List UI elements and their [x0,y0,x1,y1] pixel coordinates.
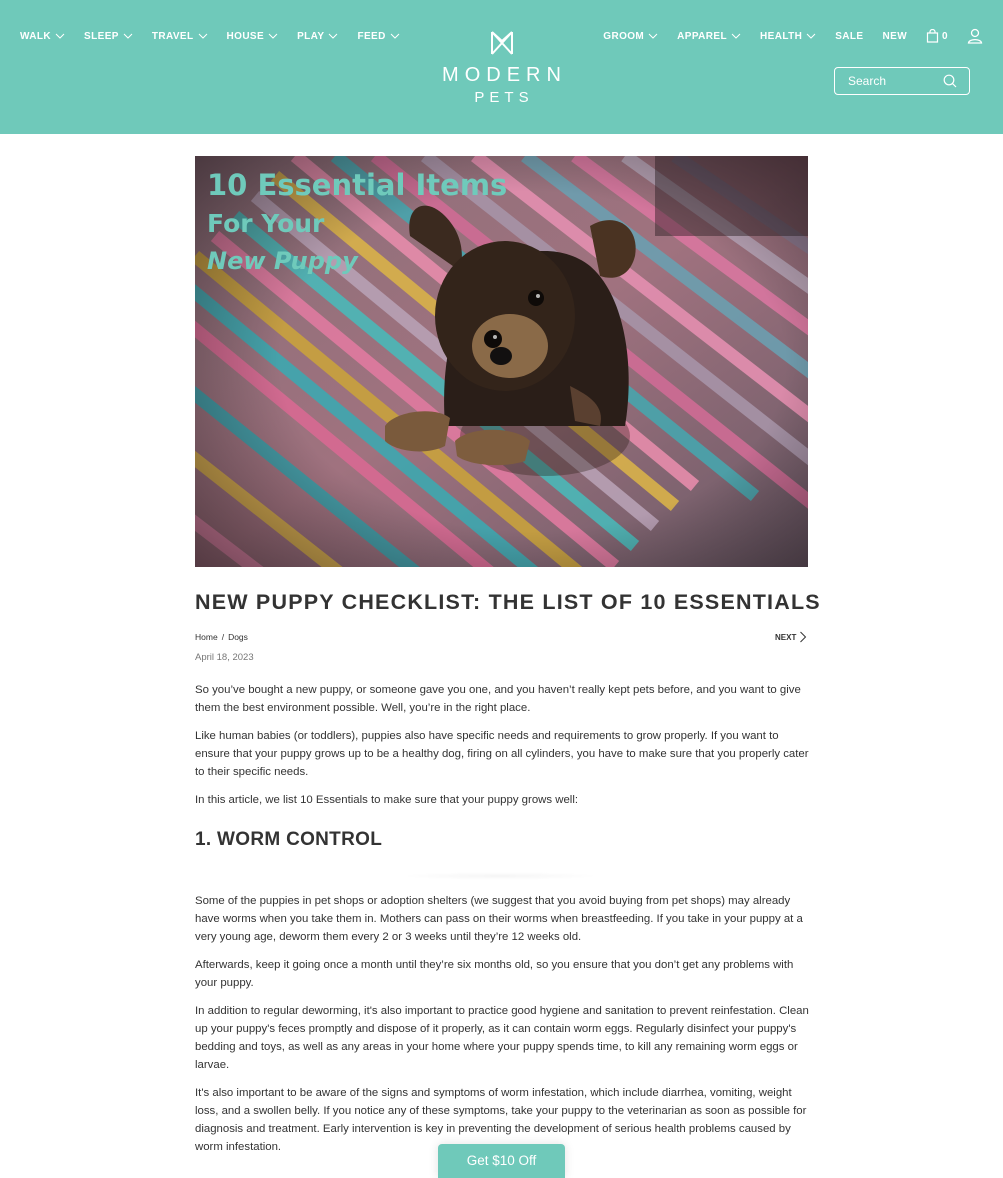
breadcrumb-dogs[interactable]: Dogs [228,632,248,642]
next-label: NEXT [775,632,797,642]
chevron-down-icon [731,32,741,40]
search-box[interactable] [834,67,970,95]
nav-item-walk[interactable] [20,28,65,44]
article-paragraph: In addition to regular deworming, it's also important to practice good hygiene and sanitation to prevent reinfestation. Clean up your puppy's feces promptly and dispose of it properly, as it can contain worm eggs. Regularly disinfect your puppy's bedding and toys, as well as any areas in your home where your puppy spends time, to kill any remaining worm eggs or larvae. [195,1005,809,1071]
search-input[interactable] [848,74,938,88]
chevron-down-icon [123,32,133,40]
site-logo[interactable] [420,30,583,106]
nav-item-feed[interactable] [357,28,399,44]
article-title: NEW PUPPY CHECKLIST: THE LIST OF 10 ESSENTIALS [195,590,821,614]
nav-item-label: FEED [357,30,386,42]
nav-right [584,28,983,44]
hero-line-1: 10 Essential Items [207,168,508,202]
hero-line-2: For Your [207,209,325,238]
article-paragraph: Some of the puppies in pet shops or adoption shelters (we suggest that you avoid buying from pet shops) may already have worms when you take them in. Mothers can pass on their worms when breastfeeding. If you take in your puppy at a very young age, deworm them every 2 or 3 weeks until they’re 12 weeks old. [195,895,803,943]
nav-item-label: NEW [882,30,908,42]
nav-item-sale[interactable] [835,28,863,44]
cart-button[interactable] [926,28,948,44]
nav-item-label: SLEEP [84,30,119,42]
nav-item-label: GROOM [603,30,645,42]
nav-item-label: SALE [835,30,864,42]
nav-item-label: HOUSE [226,30,265,42]
chevron-down-icon [198,32,208,40]
nav-left [20,28,419,44]
chevron-right-icon [799,631,807,643]
nav-item-apparel[interactable] [677,28,741,44]
nav-item-travel[interactable] [152,28,208,44]
chevron-down-icon [806,32,816,40]
breadcrumb-separator: / [221,632,225,642]
chevron-down-icon [55,32,65,40]
article-paragraph: Like human babies (or toddlers), puppies also have specific needs and requirements to grow properly. If you want to ensure that your puppy grows up to be a healthy dog, firing on all cylinders, you have to make sure that you properly cater to their specific needs. [195,730,809,778]
article-paragraph: It's also important to be aware of the signs and symptoms of worm infestation, which include diarrhea, vomiting, weight loss, and a swollen belly. If you notice any of these symptoms, take your puppy to the veterinarian as soon as possible for diagnosis and treatment. Early intervention is key in preventing the development of serious health problems caused by worm infestation. [195,1087,807,1153]
section-heading: 1. WORM CONTROL [195,829,383,850]
user-icon [967,28,983,44]
discount-popup-button[interactable]: Get $10 Off [438,1144,565,1178]
nav-item-play[interactable] [297,28,338,44]
article-paragraph: Afterwards, keep it going once a month until they’re six months old, so you ensure that you don’t get any problems with your puppy. [195,959,794,989]
account-button[interactable] [967,28,983,44]
logo-mark-icon [490,30,514,56]
nav-item-label: PLAY [297,30,325,42]
hero-image [195,156,808,567]
nav-item-label: TRAVEL [151,30,194,42]
logo-sub: PETS [474,89,534,106]
site-header [0,0,1003,134]
hero-overlay-text [207,168,507,276]
breadcrumb-home[interactable]: Home [195,632,218,642]
hero-line-3: New Puppy [207,247,358,275]
nav-item-label: HEALTH [760,30,803,42]
article-date: April 18, 2023 [195,652,254,663]
chevron-down-icon [268,32,278,40]
chevron-down-icon [328,32,338,40]
cart-count: 0 [942,30,948,42]
article-paragraph: In this article, we list 10 Essentials to make sure that your puppy grows well: [195,794,579,806]
logo-name: MODERN [442,64,567,86]
nav-item-new[interactable] [883,28,908,44]
next-article-link[interactable] [775,631,807,643]
divider [400,872,600,880]
article-paragraph: So you’ve bought a new puppy, or someone gave you one, and you haven’t really kept pets before, and you want to give them the best environment possible. Well, you’re in the right place. [195,684,801,714]
chevron-down-icon [390,32,400,40]
nav-item-sleep[interactable] [84,28,133,44]
shopping-bag-icon [926,29,939,43]
breadcrumb [195,632,248,642]
chevron-down-icon [648,32,658,40]
nav-item-label: APPAREL [677,30,727,42]
nav-item-house[interactable] [227,28,279,44]
nav-item-groom[interactable] [603,28,658,44]
nav-item-health[interactable] [760,28,816,44]
nav-item-label: WALK [20,30,52,42]
search-icon[interactable] [943,74,957,88]
